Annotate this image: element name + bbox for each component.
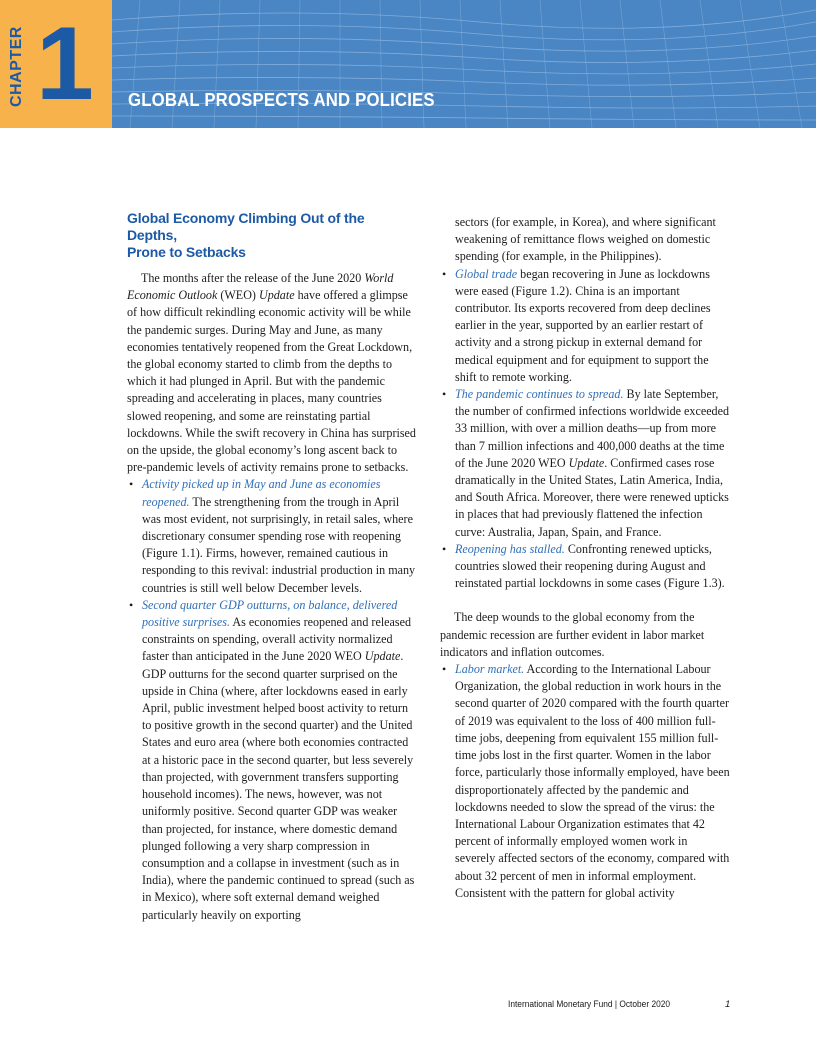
bullet-lead-link: Reopening has stalled. — [455, 541, 565, 556]
bullet-lead-link: The pandemic continues to spread. — [455, 387, 624, 402]
bullet-lead-link: Labor market. — [455, 662, 525, 677]
chapter-word: CHAPTER — [8, 26, 25, 108]
chapter-banner — [0, 0, 816, 128]
bullet-reopening-stalled: • Reopening has stalled. Confronting renewed upticks, countries slowed their reopening during August and reinstated partial lockdowns in some cases (Figure 1.3). — [442, 541, 725, 591]
page-number: 1 — [725, 999, 731, 1010]
bullet-pandemic-spread: • The pandemic continues to spread. By late September, the number of confirmed infections worldwide exceeded 33 million, with over a million deaths—up from more than 7 million infections and 400,000 deaths at the time of the June 2020 WEO Update. Confirmed cases rose dramatically in the United States, Latin America, India, and South Africa. Moreover, there were renewed upticks in places that had previously flattened the infection curve: Australia, Japan, Spain, and France. — [442, 387, 730, 539]
chapter-title: GLOBAL PROSPECTS AND POLICIES — [128, 90, 435, 110]
bullet-continuation: sectors (for example, in Korea), and where significant weakening of remittance flows weighed on domestic spending (for example, in the Philippines). — [455, 215, 716, 264]
bullet-dot-icon: • — [129, 477, 134, 492]
bullet-lead-link: Global trade — [455, 266, 518, 281]
bullet-dot-icon: • — [442, 541, 447, 556]
bullet-labor-market: • Labor market. According to the International Labour Organization, the global reduction in work hours in the second quarter of 2020 compared with the fourth quarter of 2019 was equivalent to the loss of 400 million full-time jobs, deepening from equivalent 155 million full-time jobs lost in the first quarter. Women in the labor force, particularly those informally employed, have been disproportionately affected by the pandemic and lockdowns needed to slow the spread of the virus: the International Labour Organization estimates that 42 percent of informally employed women work in severely affected sectors of the economy, compared with about 32 percent of men in informal employment. Consistent with the pattern for global activity — [442, 662, 730, 900]
left-column — [127, 210, 417, 924]
bullet-dot-icon: • — [129, 597, 134, 612]
footer-source: International Monetary Fund | October 2020 — [508, 999, 671, 1010]
bullet-global-trade: • Global trade began recovering in June as lockdowns were eased (Figure 1.2). China is an important contributor. Its exports recovered from deep declines earlier in the year, supported by an earlier restart of activity and a strong pickup in external demand for medical equipment and for equipment to support the shift to remote working. — [442, 266, 711, 384]
bullet-activity: • Activity picked up in May and June as economies reopened. The strengthening from the trough in April was most evident, not surprisingly, in retail sales, where discretionary consumer spending rose with reopening (Figure 1.1). Firms, however, remained cautious in responding to this revival: industrial production in many countries is still well below December levels. — [129, 477, 416, 595]
bullet-gdp-outturns: • Second quarter GDP outturns, on balance, delivered positive surprises. As economies reopened and released constraints on spending, overall activity normalized faster than anticipated in the June 2020 WEO Update. GDP outturns for the second quarter surprised on the upside in China (where, after lockdowns eased in early April, public investment helped boost activity to return to positive growth in the second quarter) and the United States and euro area (where both economies contracted at a historic pace in the second quarter, but less severely than projected, with government transfers supporting household incomes). The news, however, was not uniformly positive. Second quarter GDP was weaker than projected, for instance, where domestic demand plunged following a very sharp compression in consumption and a collapse in investment (such as in India), where the pandemic continued to spread (such as in Mexico), where soft external demand weighed particularly heavily on exporting — [129, 597, 415, 922]
intro-paragraph: The months after the release of the June 2020 World Economic Outlook (WEO) Update have offered a glimpse of how difficult rekindling economic activity will be while the pandemic surges. During May and June, as many economies tentatively reopened from the Great Lockdown, the global economy started to climb from the depths to which it had plunged in April. But with the pandemic spreading and accelerating in places, many countries slowed reopening, and some are reinstating partial lockdowns. While the swift recovery in China has surprised on the upside, the global economy’s long ascent back to pre-pandemic levels of activity remains prone to setbacks. — [127, 271, 416, 475]
chapter-label-box — [0, 0, 112, 128]
chapter-number: 1 — [36, 6, 94, 122]
bullet-dot-icon: • — [442, 662, 447, 677]
bullet-lead-link: Second quarter GDP outturns, on balance, delivered positive surprises. — [142, 597, 398, 630]
bullet-dot-icon: • — [442, 387, 447, 402]
labor-intro-paragraph: The deep wounds to the global economy from the pandemic recession are further evident in labor market indicators and inflation outcomes. — [440, 610, 705, 659]
bullet-dot-icon: • — [442, 266, 447, 281]
right-column — [440, 214, 730, 902]
section-heading: Global Economy Climbing Out of the Depths, Prone to Setbacks — [127, 210, 365, 260]
bullet-lead-link: Activity picked up in May and June as economies reopened. — [142, 477, 381, 509]
